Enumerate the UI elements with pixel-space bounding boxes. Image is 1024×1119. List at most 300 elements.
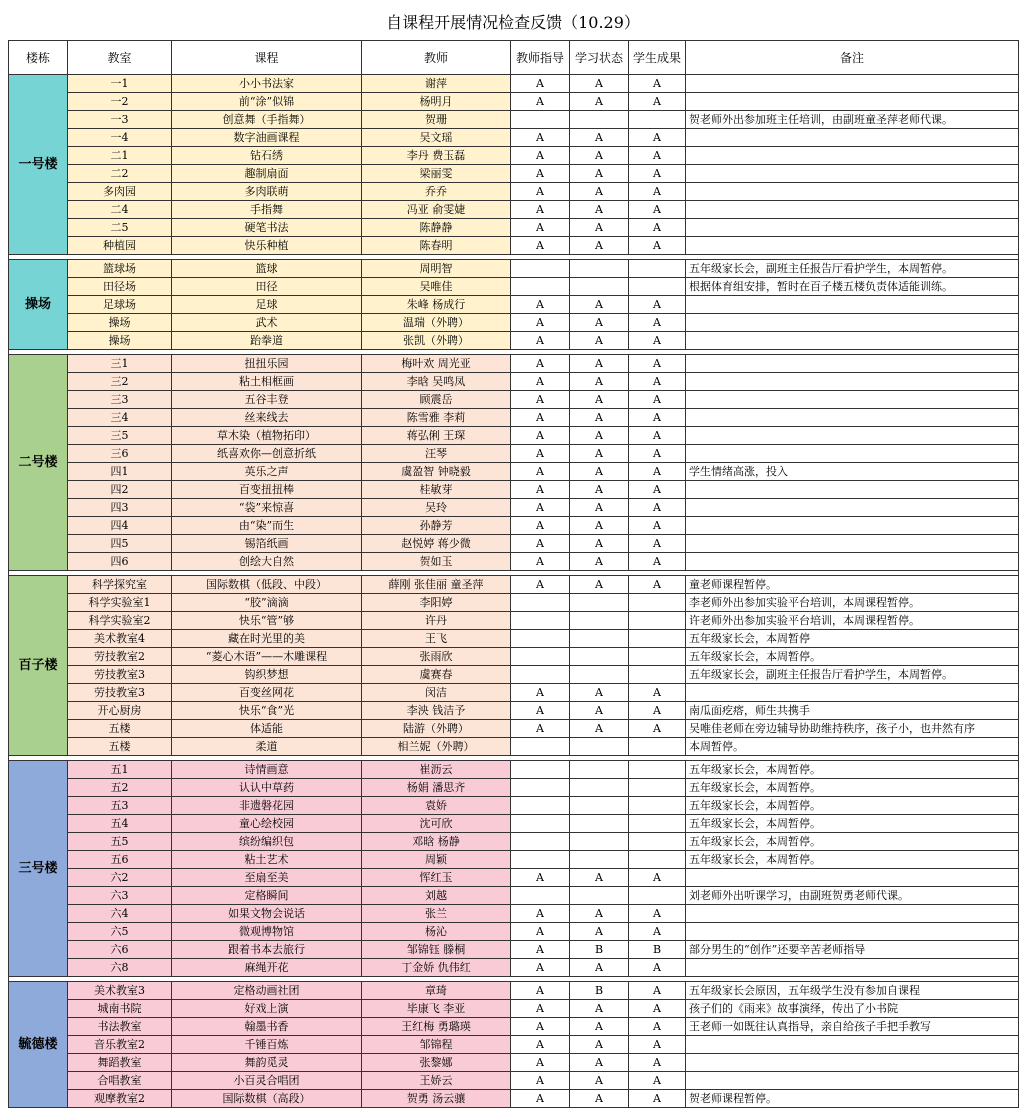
guidance-cell[interactable]: A — [511, 923, 570, 941]
course-cell[interactable]: 多肉联萌 — [172, 183, 362, 201]
status-cell[interactable] — [570, 815, 629, 833]
course-cell[interactable]: 百变丝网花 — [172, 684, 362, 702]
building-cell[interactable]: 一号楼 — [9, 75, 68, 255]
remarks-cell[interactable] — [686, 445, 1019, 463]
status-cell[interactable]: A — [570, 1000, 629, 1018]
status-cell[interactable] — [570, 761, 629, 779]
teacher-cell[interactable]: 李丹 费玉磊 — [362, 147, 511, 165]
building-cell[interactable]: 三号楼 — [9, 761, 68, 977]
classroom-cell[interactable]: 舞蹈教室 — [68, 1054, 172, 1072]
status-cell[interactable]: A — [570, 481, 629, 499]
guidance-cell[interactable]: A — [511, 314, 570, 332]
classroom-cell[interactable]: 城南书院 — [68, 1000, 172, 1018]
course-cell[interactable]: 非遗磐花园 — [172, 797, 362, 815]
results-cell[interactable]: A — [629, 355, 686, 373]
results-cell[interactable]: A — [629, 684, 686, 702]
course-cell[interactable]: 足球 — [172, 296, 362, 314]
status-cell[interactable] — [570, 111, 629, 129]
classroom-cell[interactable]: 六6 — [68, 941, 172, 959]
teacher-cell[interactable]: 王红梅 勇璐瑛 — [362, 1018, 511, 1036]
guidance-cell[interactable]: A — [511, 75, 570, 93]
course-cell[interactable]: 定格瞬间 — [172, 887, 362, 905]
results-cell[interactable] — [629, 833, 686, 851]
status-cell[interactable]: A — [570, 391, 629, 409]
teacher-cell[interactable]: 张凯（外聘） — [362, 332, 511, 350]
guidance-cell[interactable] — [511, 833, 570, 851]
guidance-cell[interactable]: A — [511, 391, 570, 409]
course-cell[interactable]: 小百灵合唱团 — [172, 1072, 362, 1090]
teacher-cell[interactable]: 恽红玉 — [362, 869, 511, 887]
classroom-cell[interactable]: 书法教室 — [68, 1018, 172, 1036]
classroom-cell[interactable]: 四2 — [68, 481, 172, 499]
classroom-cell[interactable]: 四5 — [68, 535, 172, 553]
guidance-cell[interactable] — [511, 779, 570, 797]
course-cell[interactable]: 童心绘校园 — [172, 815, 362, 833]
remarks-cell[interactable] — [686, 594, 1019, 612]
status-cell[interactable] — [570, 630, 629, 648]
classroom-cell[interactable]: 音乐教室2 — [68, 1036, 172, 1054]
guidance-cell[interactable]: A — [511, 1054, 570, 1072]
course-cell[interactable]: 数字油画课程 — [172, 129, 362, 147]
teacher-cell[interactable]: 张兰 — [362, 905, 511, 923]
course-cell[interactable]: 前“涂”似锦 — [172, 93, 362, 111]
classroom-cell[interactable]: 四1 — [68, 463, 172, 481]
remarks-cell[interactable] — [686, 427, 1019, 445]
classroom-cell[interactable]: 五5 — [68, 833, 172, 851]
remarks-cell[interactable] — [686, 219, 1019, 237]
teacher-cell[interactable]: 王娇云 — [362, 1072, 511, 1090]
teacher-cell[interactable]: 桂敏芽 — [362, 481, 511, 499]
classroom-cell[interactable]: 种植园 — [68, 237, 172, 255]
status-cell[interactable] — [570, 851, 629, 869]
status-cell[interactable]: A — [570, 553, 629, 571]
course-cell[interactable]: 草木染（植物拓印） — [172, 427, 362, 445]
remarks-cell[interactable] — [686, 720, 1019, 738]
classroom-cell[interactable]: 美术教室4 — [68, 630, 172, 648]
results-cell[interactable] — [629, 797, 686, 815]
guidance-cell[interactable]: A — [511, 720, 570, 738]
classroom-cell[interactable]: 三4 — [68, 409, 172, 427]
classroom-cell[interactable]: 三2 — [68, 373, 172, 391]
teacher-cell[interactable]: 赵悦婷 蒋少微 — [362, 535, 511, 553]
remarks-cell[interactable] — [686, 702, 1019, 720]
status-cell[interactable]: A — [570, 147, 629, 165]
results-cell[interactable]: A — [629, 183, 686, 201]
guidance-cell[interactable]: A — [511, 201, 570, 219]
status-cell[interactable]: A — [570, 332, 629, 350]
guidance-cell[interactable] — [511, 738, 570, 756]
classroom-cell[interactable]: 劳技教室2 — [68, 648, 172, 666]
teacher-cell[interactable]: 杨娟 潘思齐 — [362, 779, 511, 797]
guidance-cell[interactable]: A — [511, 959, 570, 977]
teacher-cell[interactable]: 吴玲 — [362, 499, 511, 517]
course-cell[interactable]: 好戏上演 — [172, 1000, 362, 1018]
status-cell[interactable]: A — [570, 183, 629, 201]
guidance-cell[interactable]: A — [511, 183, 570, 201]
classroom-cell[interactable]: 六2 — [68, 869, 172, 887]
classroom-cell[interactable]: 五1 — [68, 761, 172, 779]
teacher-cell[interactable]: 相兰妮（外聘） — [362, 738, 511, 756]
remarks-cell[interactable] — [686, 905, 1019, 923]
remarks-cell[interactable] — [686, 332, 1019, 350]
teacher-cell[interactable]: 虞盈智 钟晓毅 — [362, 463, 511, 481]
classroom-cell[interactable]: 三1 — [68, 355, 172, 373]
status-cell[interactable]: A — [570, 445, 629, 463]
results-cell[interactable] — [629, 761, 686, 779]
status-cell[interactable] — [570, 738, 629, 756]
guidance-cell[interactable]: A — [511, 481, 570, 499]
results-cell[interactable]: A — [629, 517, 686, 535]
course-cell[interactable]: 钻石绣 — [172, 147, 362, 165]
remarks-cell[interactable] — [686, 535, 1019, 553]
remarks-cell[interactable] — [686, 409, 1019, 427]
classroom-cell[interactable]: 一2 — [68, 93, 172, 111]
guidance-cell[interactable]: A — [511, 219, 570, 237]
remarks-cell[interactable] — [686, 391, 1019, 409]
status-cell[interactable] — [570, 833, 629, 851]
status-cell[interactable]: A — [570, 535, 629, 553]
remarks-cell[interactable] — [686, 869, 1019, 887]
guidance-cell[interactable]: A — [511, 93, 570, 111]
teacher-cell[interactable]: 梁丽雯 — [362, 165, 511, 183]
status-cell[interactable]: A — [570, 517, 629, 535]
course-cell[interactable]: 粘土相框画 — [172, 373, 362, 391]
teacher-cell[interactable]: 闵洁 — [362, 684, 511, 702]
classroom-cell[interactable]: 科学探究室 — [68, 576, 172, 594]
remarks-cell[interactable] — [686, 75, 1019, 93]
guidance-cell[interactable]: A — [511, 702, 570, 720]
course-cell[interactable]: 快乐“管”够 — [172, 612, 362, 630]
guidance-cell[interactable]: A — [511, 1072, 570, 1090]
status-cell[interactable]: A — [570, 355, 629, 373]
course-cell[interactable]: 国际数棋（高段） — [172, 1090, 362, 1108]
results-cell[interactable] — [629, 630, 686, 648]
results-cell[interactable] — [629, 594, 686, 612]
teacher-cell[interactable]: 丁金娇 仇伟红 — [362, 959, 511, 977]
course-cell[interactable]: 手指舞 — [172, 201, 362, 219]
guidance-cell[interactable]: A — [511, 941, 570, 959]
results-cell[interactable]: A — [629, 93, 686, 111]
status-cell[interactable] — [570, 260, 629, 278]
guidance-cell[interactable]: A — [511, 535, 570, 553]
status-cell[interactable]: A — [570, 959, 629, 977]
classroom-cell[interactable]: 六8 — [68, 959, 172, 977]
course-cell[interactable]: 翰墨书香 — [172, 1018, 362, 1036]
guidance-cell[interactable]: A — [511, 1036, 570, 1054]
classroom-cell[interactable]: 四3 — [68, 499, 172, 517]
results-cell[interactable] — [629, 666, 686, 684]
teacher-cell[interactable]: 杨沁 — [362, 923, 511, 941]
guidance-cell[interactable]: A — [511, 905, 570, 923]
guidance-cell[interactable]: A — [511, 129, 570, 147]
remarks-cell[interactable] — [686, 553, 1019, 571]
course-cell[interactable]: 英乐之声 — [172, 463, 362, 481]
guidance-cell[interactable] — [511, 666, 570, 684]
results-cell[interactable]: A — [629, 499, 686, 517]
results-cell[interactable]: A — [629, 553, 686, 571]
classroom-cell[interactable]: 美术教室3 — [68, 982, 172, 1000]
status-cell[interactable]: A — [570, 373, 629, 391]
results-cell[interactable]: A — [629, 982, 686, 1000]
teacher-cell[interactable]: 陈春明 — [362, 237, 511, 255]
status-cell[interactable] — [570, 887, 629, 905]
classroom-cell[interactable]: 劳技教室3 — [68, 684, 172, 702]
status-cell[interactable]: A — [570, 1090, 629, 1108]
guidance-cell[interactable] — [511, 278, 570, 296]
status-cell[interactable]: A — [570, 165, 629, 183]
course-cell[interactable]: 锡箔纸画 — [172, 535, 362, 553]
remarks-cell[interactable] — [686, 463, 1019, 481]
guidance-cell[interactable]: A — [511, 1000, 570, 1018]
teacher-cell[interactable]: 袁娇 — [362, 797, 511, 815]
status-cell[interactable]: A — [570, 409, 629, 427]
results-cell[interactable]: A — [629, 391, 686, 409]
status-cell[interactable]: A — [570, 499, 629, 517]
remarks-cell[interactable] — [686, 959, 1019, 977]
results-cell[interactable]: B — [629, 941, 686, 959]
status-cell[interactable]: A — [570, 1072, 629, 1090]
guidance-cell[interactable] — [511, 815, 570, 833]
results-cell[interactable]: A — [629, 702, 686, 720]
remarks-cell[interactable] — [686, 237, 1019, 255]
classroom-cell[interactable]: 五楼 — [68, 738, 172, 756]
remarks-cell[interactable] — [686, 887, 1019, 905]
teacher-cell[interactable]: 谢萍 — [362, 75, 511, 93]
remarks-cell[interactable] — [686, 576, 1019, 594]
results-cell[interactable]: A — [629, 1072, 686, 1090]
results-cell[interactable] — [629, 648, 686, 666]
classroom-cell[interactable]: 五2 — [68, 779, 172, 797]
results-cell[interactable]: A — [629, 923, 686, 941]
status-cell[interactable]: A — [570, 1036, 629, 1054]
course-cell[interactable]: 丝来线去 — [172, 409, 362, 427]
guidance-cell[interactable]: A — [511, 517, 570, 535]
remarks-cell[interactable] — [686, 833, 1019, 851]
teacher-cell[interactable]: 邓晗 杨静 — [362, 833, 511, 851]
remarks-cell[interactable] — [686, 738, 1019, 756]
guidance-cell[interactable]: A — [511, 499, 570, 517]
course-cell[interactable]: 麻绳开花 — [172, 959, 362, 977]
results-cell[interactable]: A — [629, 427, 686, 445]
remarks-cell[interactable] — [686, 1054, 1019, 1072]
teacher-cell[interactable]: 汪琴 — [362, 445, 511, 463]
teacher-cell[interactable]: 温瑞（外聘） — [362, 314, 511, 332]
teacher-cell[interactable]: 张雨欣 — [362, 648, 511, 666]
classroom-cell[interactable]: 操场 — [68, 314, 172, 332]
remarks-cell[interactable] — [686, 1000, 1019, 1018]
course-cell[interactable]: 硬笔书法 — [172, 219, 362, 237]
classroom-cell[interactable]: 二5 — [68, 219, 172, 237]
status-cell[interactable] — [570, 612, 629, 630]
teacher-cell[interactable]: 顾震岳 — [362, 391, 511, 409]
classroom-cell[interactable]: 六5 — [68, 923, 172, 941]
remarks-cell[interactable] — [686, 982, 1019, 1000]
remarks-cell[interactable] — [686, 93, 1019, 111]
teacher-cell[interactable]: 章琦 — [362, 982, 511, 1000]
remarks-cell[interactable] — [686, 648, 1019, 666]
results-cell[interactable]: A — [629, 147, 686, 165]
classroom-cell[interactable]: 三6 — [68, 445, 172, 463]
course-cell[interactable]: 国际数棋（低段、中段） — [172, 576, 362, 594]
course-cell[interactable]: 如果文物会说话 — [172, 905, 362, 923]
teacher-cell[interactable]: 许丹 — [362, 612, 511, 630]
guidance-cell[interactable]: A — [511, 463, 570, 481]
guidance-cell[interactable]: A — [511, 553, 570, 571]
teacher-cell[interactable]: 杨明月 — [362, 93, 511, 111]
remarks-cell[interactable] — [686, 129, 1019, 147]
remarks-cell[interactable] — [686, 1072, 1019, 1090]
results-cell[interactable] — [629, 851, 686, 869]
guidance-cell[interactable]: A — [511, 373, 570, 391]
results-cell[interactable]: A — [629, 905, 686, 923]
status-cell[interactable]: A — [570, 129, 629, 147]
remarks-cell[interactable] — [686, 1036, 1019, 1054]
course-cell[interactable]: 由“染”而生 — [172, 517, 362, 535]
teacher-cell[interactable]: 崔沥云 — [362, 761, 511, 779]
course-cell[interactable]: 跆拳道 — [172, 332, 362, 350]
teacher-cell[interactable]: 梅叶欢 周光亚 — [362, 355, 511, 373]
results-cell[interactable]: A — [629, 959, 686, 977]
results-cell[interactable]: A — [629, 463, 686, 481]
status-cell[interactable] — [570, 797, 629, 815]
results-cell[interactable]: A — [629, 1000, 686, 1018]
classroom-cell[interactable]: 多肉园 — [68, 183, 172, 201]
classroom-cell[interactable]: 开心厨房 — [68, 702, 172, 720]
teacher-cell[interactable]: 贺勇 汤云骧 — [362, 1090, 511, 1108]
course-cell[interactable]: 武术 — [172, 314, 362, 332]
remarks-cell[interactable] — [686, 296, 1019, 314]
teacher-cell[interactable]: 周明智 — [362, 260, 511, 278]
status-cell[interactable] — [570, 666, 629, 684]
classroom-cell[interactable]: 六3 — [68, 887, 172, 905]
guidance-cell[interactable]: A — [511, 1090, 570, 1108]
teacher-cell[interactable]: 朱峰 杨成行 — [362, 296, 511, 314]
course-cell[interactable]: 小小书法家 — [172, 75, 362, 93]
results-cell[interactable] — [629, 260, 686, 278]
classroom-cell[interactable]: 一1 — [68, 75, 172, 93]
classroom-cell[interactable]: 观摩教室2 — [68, 1090, 172, 1108]
course-cell[interactable]: “袋”来惊喜 — [172, 499, 362, 517]
results-cell[interactable]: A — [629, 75, 686, 93]
status-cell[interactable]: A — [570, 1018, 629, 1036]
course-cell[interactable]: 创意舞（手指舞） — [172, 111, 362, 129]
status-cell[interactable]: A — [570, 576, 629, 594]
remarks-cell[interactable] — [686, 666, 1019, 684]
classroom-cell[interactable]: 二2 — [68, 165, 172, 183]
teacher-cell[interactable]: 吴唯佳 — [362, 278, 511, 296]
course-cell[interactable]: 钩织梦想 — [172, 666, 362, 684]
status-cell[interactable] — [570, 779, 629, 797]
teacher-cell[interactable]: 邹锦程 — [362, 1036, 511, 1054]
teacher-cell[interactable]: 张黎娜 — [362, 1054, 511, 1072]
guidance-cell[interactable]: A — [511, 147, 570, 165]
classroom-cell[interactable]: 三3 — [68, 391, 172, 409]
course-cell[interactable]: 纸喜欢你—创意折纸 — [172, 445, 362, 463]
teacher-cell[interactable]: 贺如玉 — [362, 553, 511, 571]
remarks-cell[interactable] — [686, 201, 1019, 219]
classroom-cell[interactable]: 二4 — [68, 201, 172, 219]
status-cell[interactable]: A — [570, 93, 629, 111]
classroom-cell[interactable]: 劳技教室3 — [68, 666, 172, 684]
remarks-cell[interactable] — [686, 260, 1019, 278]
teacher-cell[interactable]: 陈雪雅 李莉 — [362, 409, 511, 427]
teacher-cell[interactable]: 薛刚 张佳丽 童圣萍 — [362, 576, 511, 594]
status-cell[interactable]: A — [570, 219, 629, 237]
remarks-cell[interactable] — [686, 923, 1019, 941]
status-cell[interactable]: A — [570, 201, 629, 219]
course-cell[interactable]: 定格动画社团 — [172, 982, 362, 1000]
remarks-cell[interactable] — [686, 1090, 1019, 1108]
guidance-cell[interactable] — [511, 612, 570, 630]
teacher-cell[interactable]: 吴文瑶 — [362, 129, 511, 147]
classroom-cell[interactable]: 一3 — [68, 111, 172, 129]
remarks-cell[interactable] — [686, 630, 1019, 648]
remarks-cell[interactable] — [686, 797, 1019, 815]
course-cell[interactable]: “菱心木语”——木雕课程 — [172, 648, 362, 666]
classroom-cell[interactable]: 五6 — [68, 851, 172, 869]
guidance-cell[interactable]: A — [511, 869, 570, 887]
results-cell[interactable] — [629, 738, 686, 756]
teacher-cell[interactable]: 李晗 吴鸣凤 — [362, 373, 511, 391]
teacher-cell[interactable]: 邹锦钰 滕桐 — [362, 941, 511, 959]
status-cell[interactable] — [570, 648, 629, 666]
guidance-cell[interactable]: A — [511, 332, 570, 350]
classroom-cell[interactable]: 科学实验室2 — [68, 612, 172, 630]
results-cell[interactable]: A — [629, 296, 686, 314]
course-cell[interactable]: 百变扭扭棒 — [172, 481, 362, 499]
results-cell[interactable]: A — [629, 1090, 686, 1108]
teacher-cell[interactable]: 周颖 — [362, 851, 511, 869]
remarks-cell[interactable] — [686, 165, 1019, 183]
course-cell[interactable]: 快乐种植 — [172, 237, 362, 255]
results-cell[interactable]: A — [629, 576, 686, 594]
results-cell[interactable]: A — [629, 373, 686, 391]
results-cell[interactable] — [629, 111, 686, 129]
course-cell[interactable]: 五谷丰登 — [172, 391, 362, 409]
status-cell[interactable]: A — [570, 684, 629, 702]
building-cell[interactable]: 百子楼 — [9, 576, 68, 756]
results-cell[interactable]: A — [629, 332, 686, 350]
guidance-cell[interactable] — [511, 630, 570, 648]
guidance-cell[interactable]: A — [511, 237, 570, 255]
results-cell[interactable]: A — [629, 1054, 686, 1072]
results-cell[interactable]: A — [629, 445, 686, 463]
building-cell[interactable]: 毓德楼 — [9, 982, 68, 1108]
course-cell[interactable]: 创绘大自然 — [172, 553, 362, 571]
course-cell[interactable]: 篮球 — [172, 260, 362, 278]
course-cell[interactable]: 趣制扇面 — [172, 165, 362, 183]
teacher-cell[interactable]: 李泱 钱洁予 — [362, 702, 511, 720]
results-cell[interactable] — [629, 278, 686, 296]
classroom-cell[interactable]: 足球场 — [68, 296, 172, 314]
remarks-cell[interactable] — [686, 1018, 1019, 1036]
results-cell[interactable] — [629, 887, 686, 905]
status-cell[interactable]: A — [570, 1054, 629, 1072]
results-cell[interactable] — [629, 815, 686, 833]
course-cell[interactable]: 跟着书本去旅行 — [172, 941, 362, 959]
classroom-cell[interactable]: 五楼 — [68, 720, 172, 738]
course-cell[interactable]: 舞韵觅灵 — [172, 1054, 362, 1072]
remarks-cell[interactable] — [686, 517, 1019, 535]
remarks-cell[interactable] — [686, 355, 1019, 373]
teacher-cell[interactable]: 孙静芳 — [362, 517, 511, 535]
course-cell[interactable]: 田径 — [172, 278, 362, 296]
remarks-cell[interactable] — [686, 111, 1019, 129]
status-cell[interactable]: A — [570, 463, 629, 481]
remarks-cell[interactable] — [686, 314, 1019, 332]
status-cell[interactable]: A — [570, 296, 629, 314]
course-cell[interactable]: 缤纷编织包 — [172, 833, 362, 851]
